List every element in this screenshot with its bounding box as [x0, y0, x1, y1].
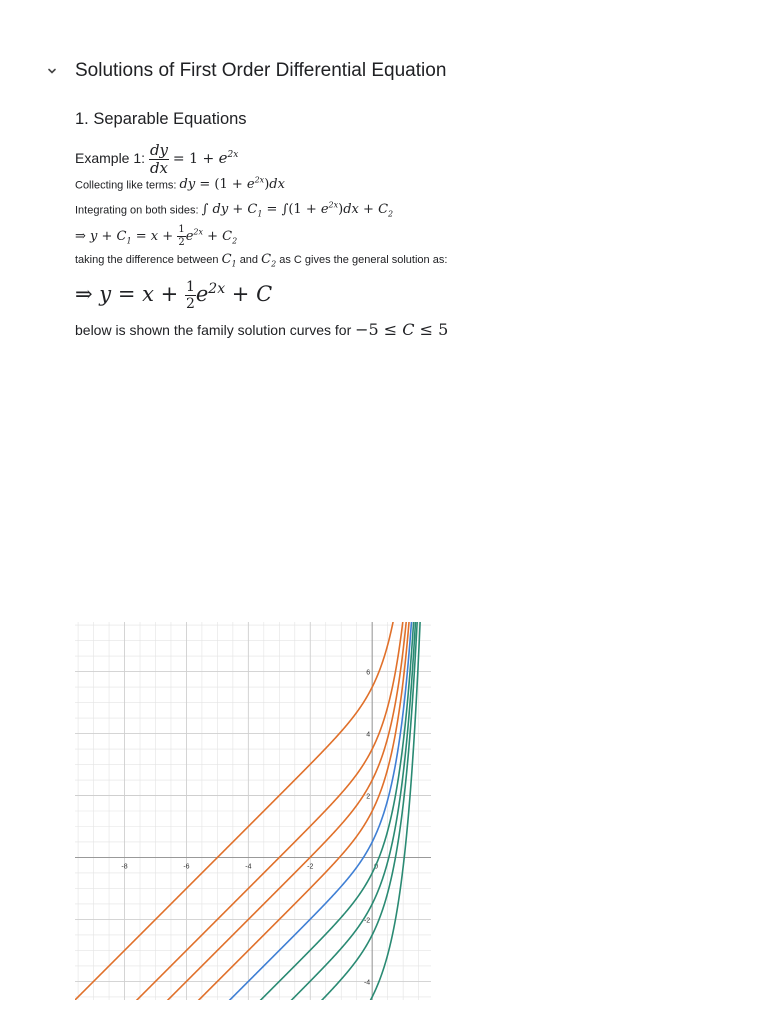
collecting-terms-line — [75, 176, 285, 192]
y-tick-label: 4 — [366, 731, 371, 739]
difference-text-3: as C gives the general solution as: — [279, 254, 448, 266]
example-1-line — [75, 143, 238, 176]
x-tick-label: -8 — [121, 863, 128, 871]
example-label: Example 1: — [75, 150, 146, 167]
y-tick-label: 2 — [366, 793, 371, 801]
difference-text-1: taking the difference between — [75, 254, 219, 266]
x-tick-label: -4 — [245, 863, 252, 871]
y-tick-label: -4 — [363, 979, 371, 987]
section-title: Solutions of First Order Differential Equation — [75, 60, 447, 81]
family-text: below is shown the family solution curves for — [75, 322, 352, 338]
collecting-equation: dy = $(1 + e^{2x})dx$ — [179, 176, 285, 193]
collecting-label: Collecting like terms: — [75, 179, 177, 192]
solution-curves-graph — [75, 622, 431, 1000]
x-tick-label: -2 — [307, 863, 314, 871]
general-solution-equation: ⇒ y = x + $\frac{1}{2}$ $e^{2x} + C$ — [75, 279, 273, 312]
chevron-down-icon[interactable] — [46, 65, 58, 77]
family-curves-line — [75, 320, 448, 339]
graph-grid-minor — [75, 622, 431, 1000]
c2-symbol: $C_2$ — [261, 252, 277, 269]
subsection-heading: 1. Separable Equations — [75, 110, 247, 128]
dy-dx-fraction: $\frac{dy}{dx}$ — [149, 141, 169, 177]
implies-equation: ⇒ $y + C_1 = x$ + $\frac{1}{2}$ $e^{2x} + C_2$ — [75, 224, 238, 248]
x-tick-label: -6 — [183, 863, 190, 871]
c-range-inequality: −5 ≤ C ≤ 5 — [355, 320, 449, 339]
difference-text-2: and — [239, 254, 259, 266]
general-solution-line — [75, 280, 272, 311]
integrating-label: Integrating on both sides: — [75, 204, 199, 217]
x-tick-label: 0 — [374, 863, 379, 871]
integrating-line — [75, 201, 393, 219]
c1-symbol: $C_1$ — [221, 252, 237, 269]
integration-equation: ∫ dy + $C_1 = \int(1 + e^{2x})dx + C_2$ — [201, 201, 394, 219]
section-header[interactable] — [46, 60, 446, 82]
graph-tick-labels — [121, 670, 378, 987]
difference-line — [75, 252, 447, 269]
y-tick-label: -2 — [363, 917, 371, 925]
y-tick-label: 6 — [366, 669, 371, 677]
implies-line — [75, 225, 237, 248]
example-exponential: $e^{2x}$ — [218, 149, 239, 168]
example-equation: = 1 + — [172, 151, 219, 168]
